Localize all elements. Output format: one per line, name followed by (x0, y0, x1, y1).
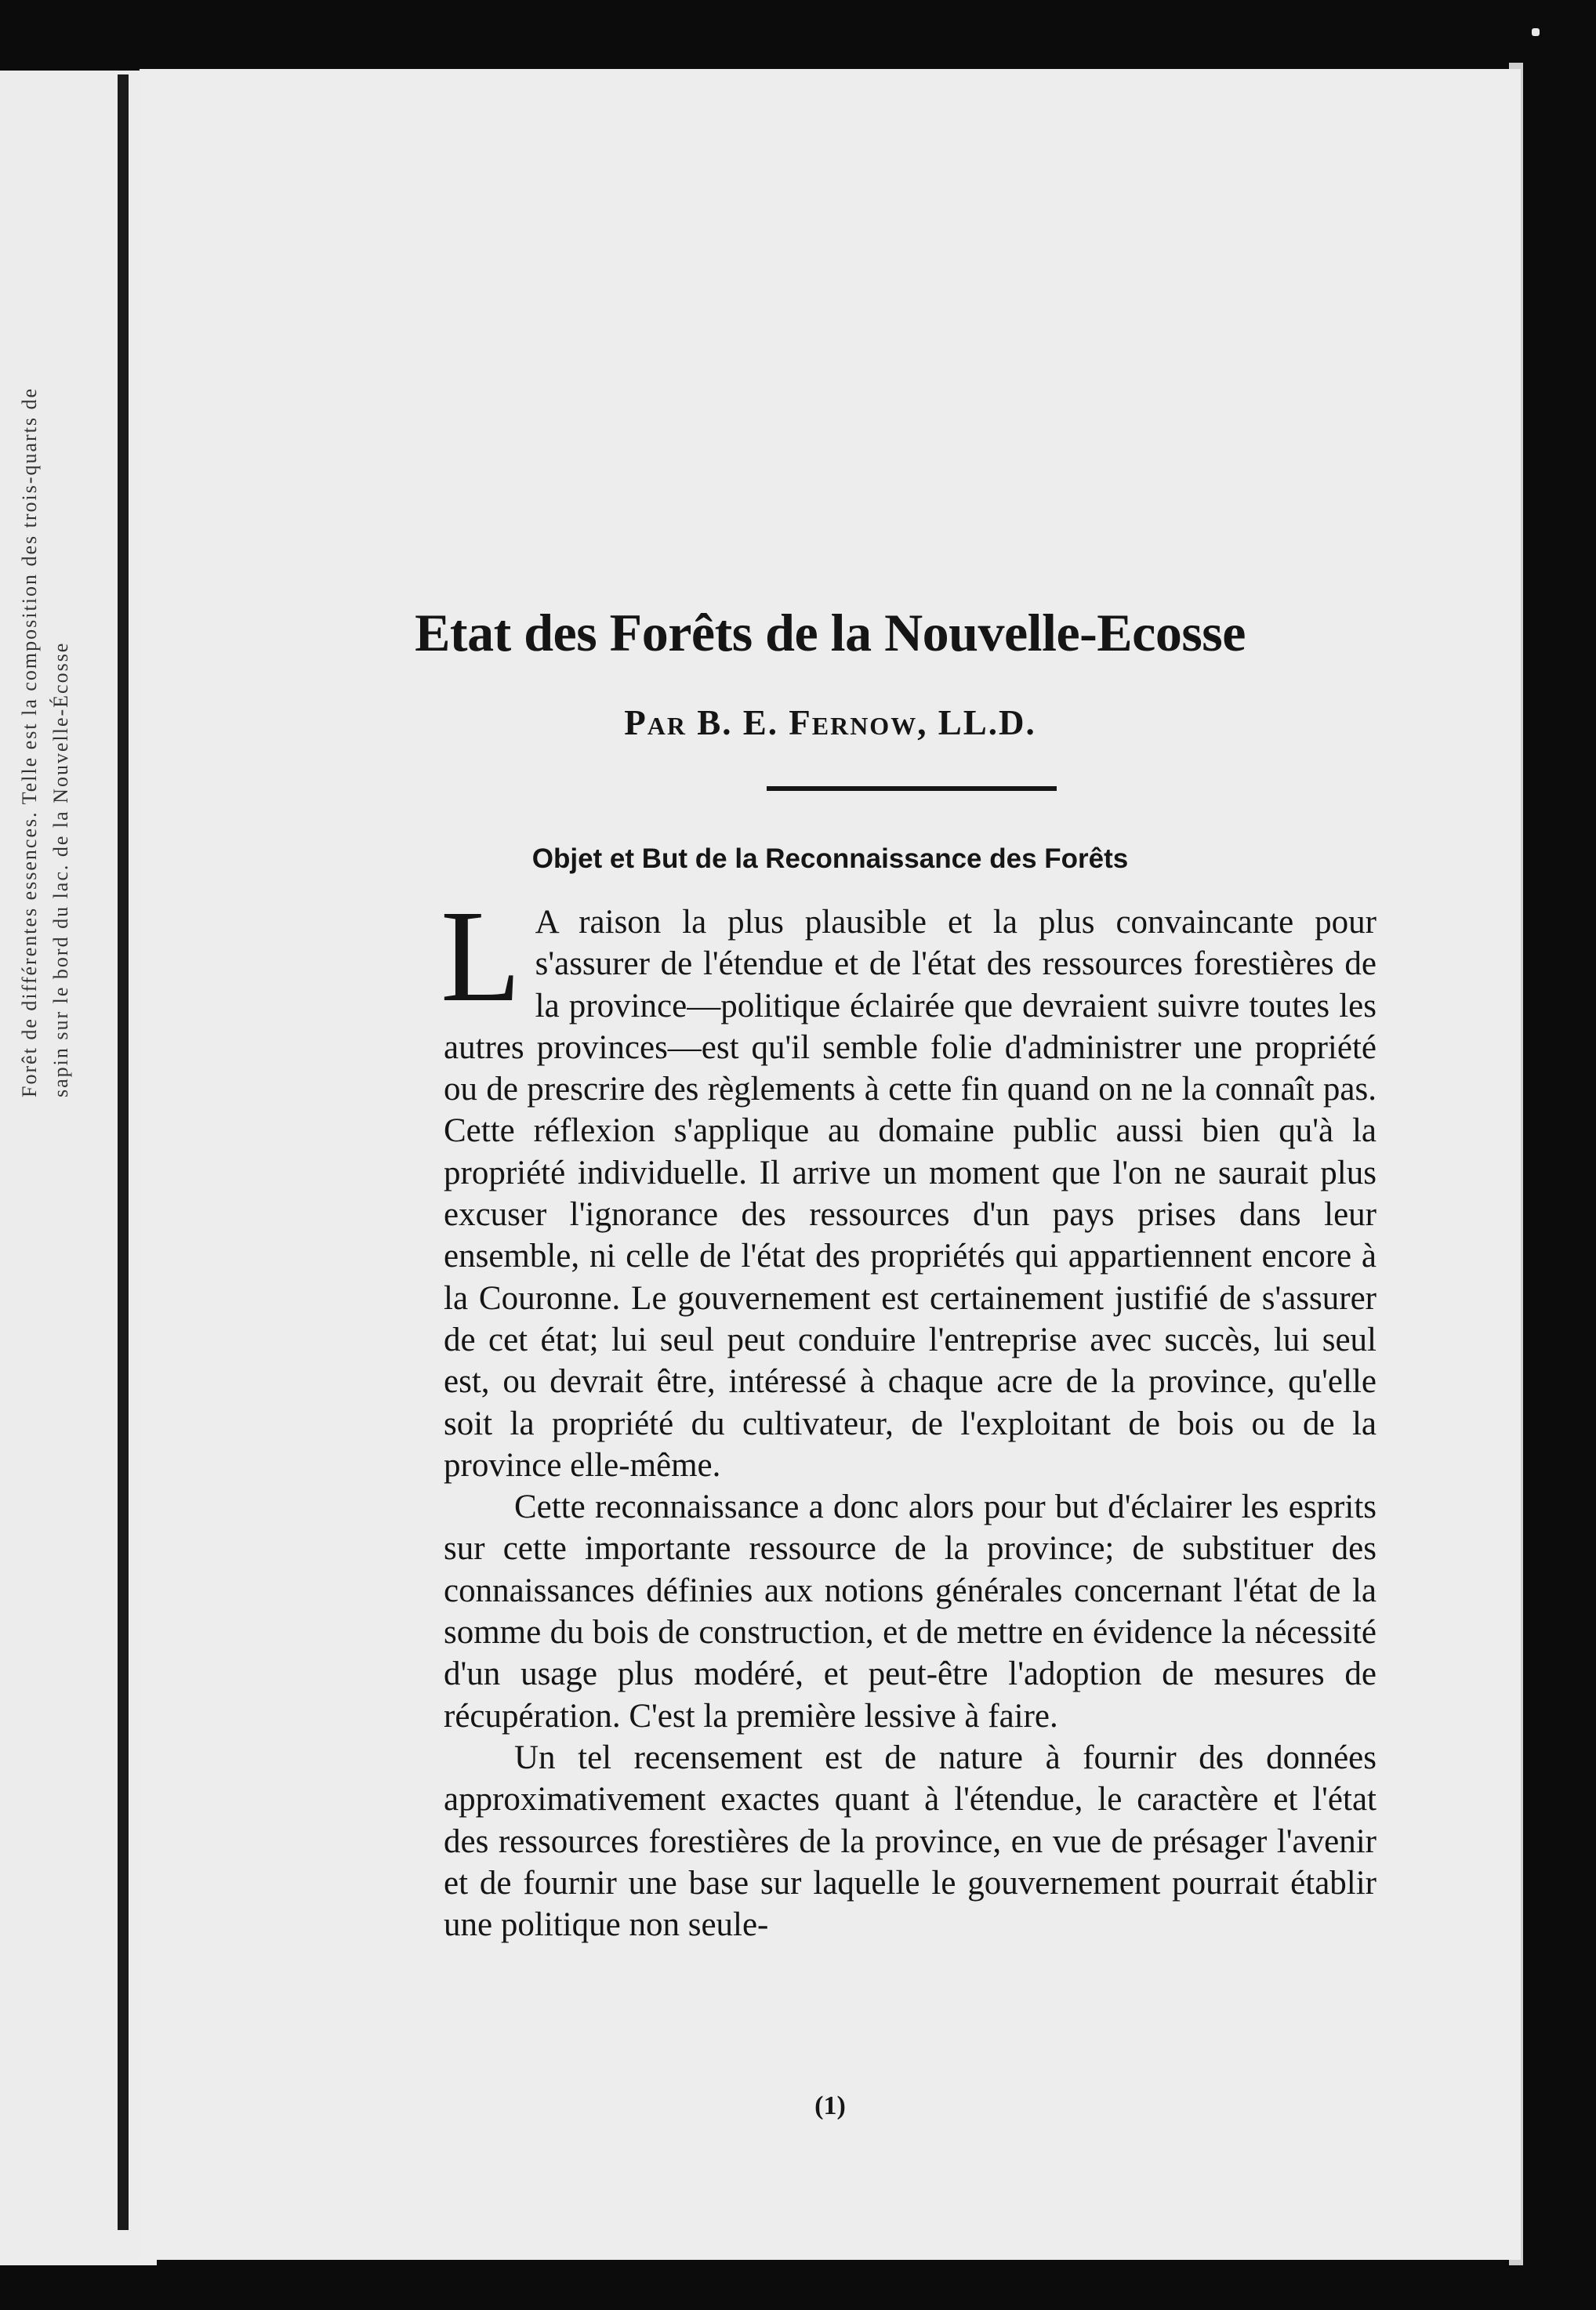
page-gutter (118, 74, 129, 2230)
article-title: Etat des Forêts de la Nouvelle-Ecosse (415, 603, 1246, 662)
paragraph-2: Cette reconnaissance a donc alors pour but d'éclairer les esprits sur cette importante ressource de la province; de substituer des connaissances définies aux notions générales concernant l'état de la somme du bois de construction, et de mettre en évidence la nécessité d'un usage plus modéré, et peut-être l'adoption de mesures de récupération. C'est la première lessive à faire. (444, 1489, 1377, 1735)
title-rule (767, 786, 1057, 791)
paragraph-3: Un tel recensement est de nature à fournir des données approximativement exactes quant à l'étendue, le caractère et l'état des ressources forestières de la province, en vue de présager l'avenir et de fournir une base sur laquelle le gouvernement pourrait établir une politique non seule- (444, 1739, 1377, 1944)
paragraph-1 (441, 883, 1377, 1486)
drop-cap: L (441, 883, 521, 1029)
article-page (140, 69, 1521, 2260)
article-byline: Par B. E. Fernow, LL.D. (624, 703, 1036, 742)
rotated-plate-caption (14, 387, 77, 1097)
section-heading: Objet et But de la Reconnaissance des Forêts (531, 843, 1129, 874)
paragraph-1-text: A raison la plus plausible et la plus convaincante pour s'assurer de l'étendue et de l'état des ressources forestières de la province—politique éclairée que devraient suivre toutes les autres provinces—est qu'il semble folie d'administrer une propriété ou de prescrire des règlements à cette fin quand on ne la connaît pas. Cette réflexion s'applique au domaine public aussi bien qu'à la propriété individuelle. Il arrive un moment que l'on ne saurait plus excuser l'ignorance des ressources d'un pays prises dans leur ensemble, ni celle de l'état des propriétés qui appartiennent encore à la Couronne. Le gouvernement est certainement justifié de s'assurer de cet état; lui seul peut conduire l'entreprise avec succès, lui seul est, ou devrait être, intéressé à chaque acre de la province, qu'elle soit la propriété du cultivateur, de l'exploitant de bois ou de la province elle-même. (444, 904, 1377, 1484)
caption-line-2: sapin sur le bord du lac. de la Nouvelle-Écosse (49, 641, 72, 1097)
caption-line-1: Forêt de différentes essences. Telle est la composition des trois-quarts de (18, 386, 41, 1097)
page-number: (1) (814, 2091, 846, 2120)
article-body (441, 883, 1377, 1946)
scan-speck (1532, 28, 1540, 36)
